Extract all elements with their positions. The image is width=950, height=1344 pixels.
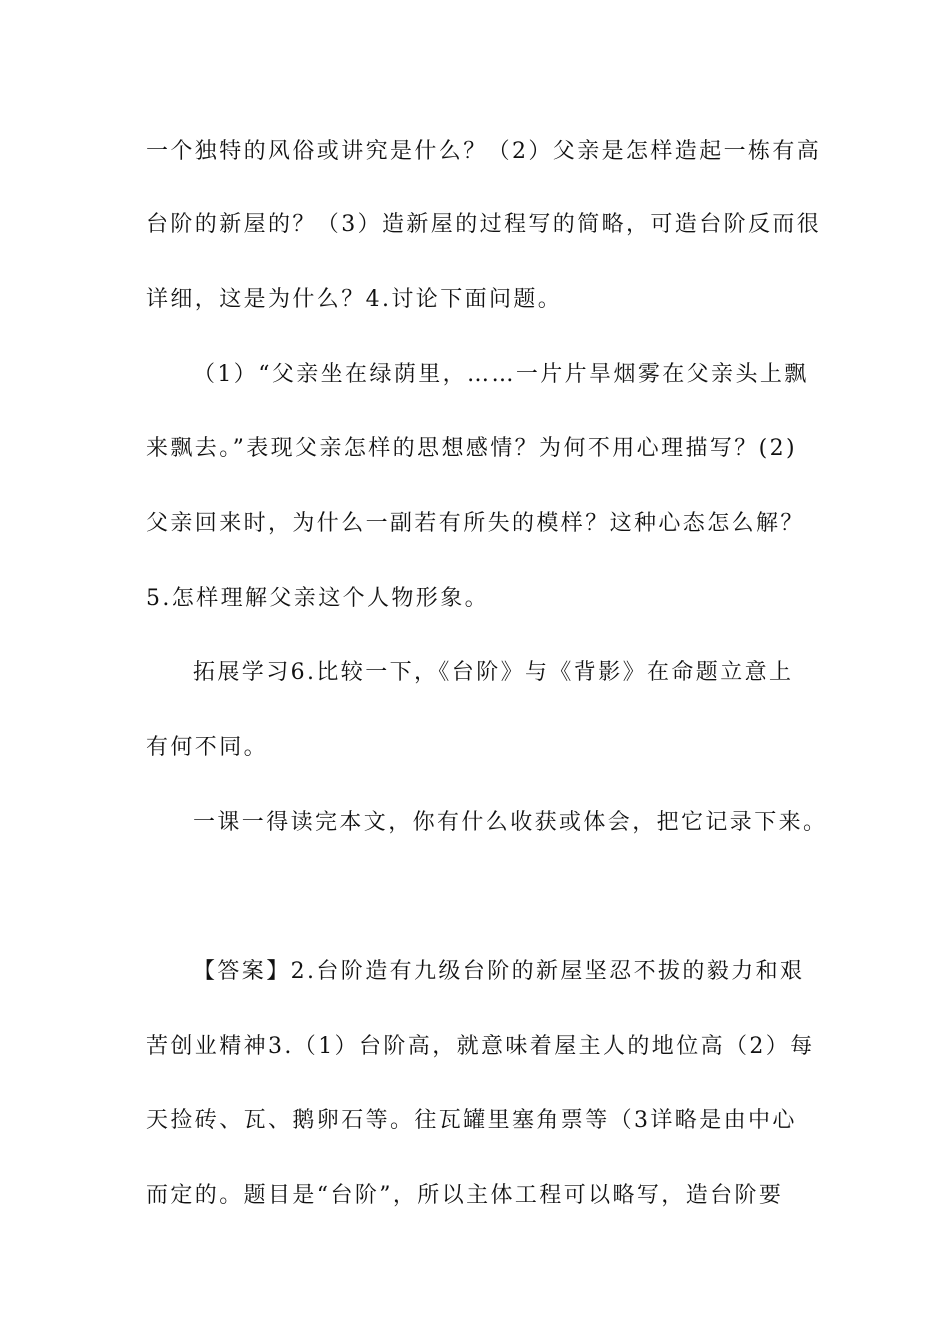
text-line-6: 父亲回来时，为什么一副若有所失的模样？这种心态怎么解？ xyxy=(146,511,805,536)
text-line-5: 来飘去。”表现父亲怎样的思想感情？为何不用心理描写？(2) xyxy=(146,436,798,461)
answer-line-2: 苦创业精神3.（1）台阶高，就意味着屋主人的地位高（2）每 xyxy=(146,1034,815,1059)
text-line-2: 台阶的新屋的？（3）造新屋的过程写的简略，可造台阶反而很 xyxy=(146,212,822,237)
text-line-8: 拓展学习6.比较一下，《台阶》与《背影》在命题立意上 xyxy=(193,660,794,685)
text-line-4: （1）“父亲坐在绿荫里，……一片片旱烟雾在父亲头上飘 xyxy=(193,362,809,387)
answer-line-1: 【答案】2.台阶造有九级台阶的新屋坚忍不拔的毅力和艰 xyxy=(193,959,805,984)
answer-line-3: 天捡砖、瓦、鹅卵石等。往瓦罐里塞角票等（3详略是由中心 xyxy=(146,1108,797,1133)
text-line-1: 一个独特的风俗或讲究是什么？（2）父亲是怎样造起一栋有高 xyxy=(146,139,822,164)
text-line-3: 详细，这是为什么？4.讨论下面问题。 xyxy=(146,287,563,312)
answer-line-4: 而定的。题目是“台阶”，所以主体工程可以略写，造台阶要 xyxy=(146,1183,784,1208)
text-line-7: 5.怎样理解父亲这个人物形象。 xyxy=(146,586,489,611)
text-line-9: 有何不同。 xyxy=(146,735,269,760)
text-line-10: 一课一得读完本文，你有什么收获或体会，把它记录下来。 xyxy=(193,810,828,835)
